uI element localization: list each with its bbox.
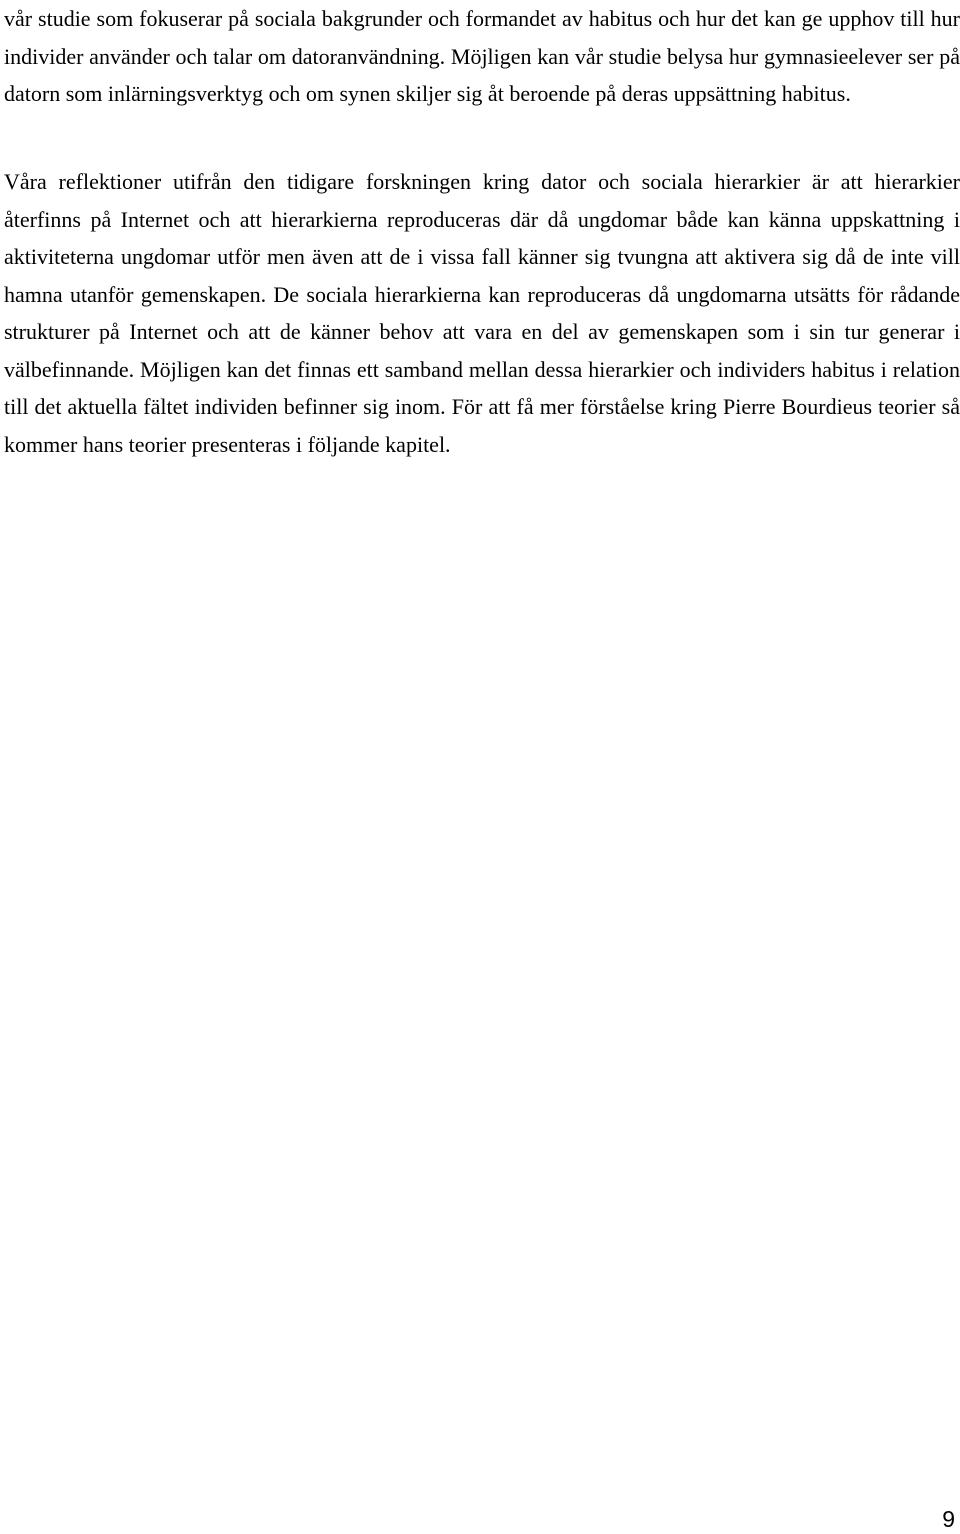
page-number: 9 xyxy=(942,1506,955,1532)
paragraph-1: vår studie som fokuserar på sociala bakgrunder och formandet av habitus och hur det kan ge upphov till hur individer använder och talar om datoranvändning. Möjligen kan vår studie belysa hur gymnasieelever ser på datorn som inlärningsverktyg och om synen skiljer sig åt beroende på deras uppsättning habitus. xyxy=(4,6,960,106)
paragraph-2: Våra reflektioner utifrån den tidigare forskningen kring dator och sociala hierarkier är att hierarkier återfinns på Internet och att hierarkierna reproduceras där då ungdomar både kan känna uppskattning i aktiviteterna ungdomar utför men även att de i vissa fall känner sig tvungna att aktivera sig då de inte vill hamna utanför gemenskapen. De sociala hierarkierna kan reproduceras då ungdomarna utsätts för rådande strukturer på Internet och att de känner behov att vara en del av gemenskapen som i sin tur generar i välbefinnande. Möjligen kan det finnas ett samband mellan dessa hierarkier och individers habitus i relation till det aktuella fältet individen befinner sig inom. För att få mer förståelse kring Pierre Bourdieus teorier så kommer hans teorier presenteras i följande kapitel. xyxy=(4,169,960,457)
